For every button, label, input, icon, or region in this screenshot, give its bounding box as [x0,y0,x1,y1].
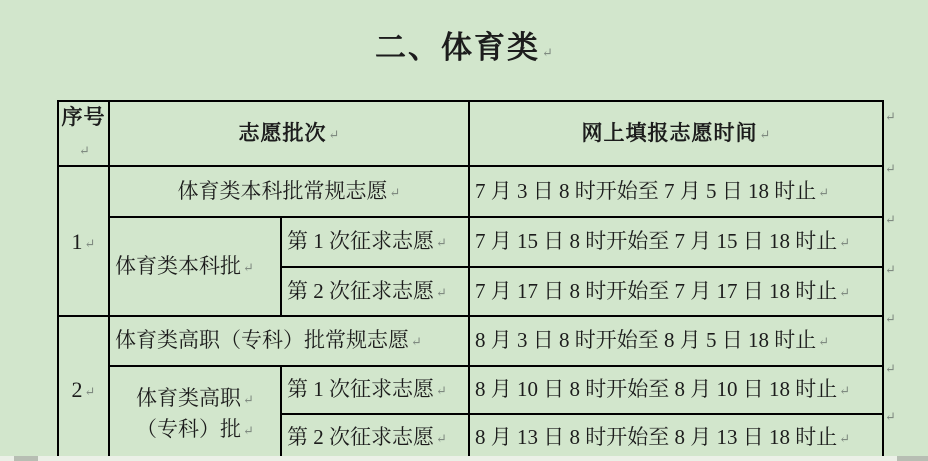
table-header-row [58,101,883,166]
return-mark-icon: ↵ [436,284,447,300]
time-cell[interactable] [469,217,883,267]
row-end-return-mark-icon: ↵ [885,311,896,326]
round-label: 第 2 次征求志愿 [287,425,434,450]
row-end-return-mark-icon: ↵ [885,262,896,277]
round-cell[interactable] [281,267,469,316]
seq-cell-1[interactable] [58,166,109,316]
time-cell[interactable] [469,166,883,217]
return-mark-icon: ↵ [839,431,851,447]
return-mark-icon: ↵ [436,431,447,447]
table-row [58,366,883,414]
round-label: 第 1 次征求志愿 [287,229,434,254]
return-mark-icon: ↵ [243,391,254,407]
header-time-label: 网上填报志愿时间 [581,120,758,145]
time-value: 8 月 3 日 8 时开始至 8 月 5 日 18 时止 [475,328,817,353]
return-mark-icon: ↵ [411,334,422,350]
header-seq-label: 序号 [61,105,106,129]
return-mark-icon: ↵ [839,235,851,251]
header-batch[interactable] [109,101,469,166]
row-end-return-mark-icon: ↵ [885,409,896,424]
batch-label: 体育类本科批常规志愿 [177,178,388,203]
round-cell[interactable] [281,366,469,414]
header-batch-label: 志愿批次 [238,120,327,145]
time-value: 7 月 17 日 8 时开始至 7 月 17 日 18 时止 [475,278,838,303]
page-title-text: 二、体育类 [375,30,541,65]
batch-label: 体育类高职（专科）批常规志愿 [115,328,409,353]
batch-group-cell-2[interactable] [109,366,281,461]
batch-group-label: 体育类本科批 ↵ [115,253,254,278]
time-value: 7 月 15 日 8 时开始至 7 月 15 日 18 时止 [475,229,838,254]
round-label: 第 2 次征求志愿 [287,278,434,303]
round-cell[interactable] [281,414,469,461]
row-end-return-mark-icon: ↵ [885,361,896,376]
return-mark-icon: ↵ [839,383,851,399]
return-mark-icon: ↵ [759,126,771,142]
return-mark-icon: ↵ [84,383,96,399]
page-title[interactable] [0,22,928,67]
scrollbar-right-thumb[interactable] [897,456,928,461]
header-seq[interactable] [58,101,109,166]
row-end-return-mark-icon: ↵ [885,109,896,124]
time-cell[interactable] [469,267,883,316]
return-mark-icon: ↵ [436,383,447,399]
table-row [58,217,883,267]
batch-cell-regular-1[interactable] [109,166,469,217]
return-mark-icon: ↵ [542,45,553,60]
return-mark-icon: ↵ [818,334,830,350]
batch-group-label-line: （专科）批 ↵ [136,417,254,441]
time-value: 7 月 3 日 8 时开始至 7 月 5 日 18 时止 [475,178,817,203]
return-mark-icon: ↵ [839,284,851,300]
batch-group-cell-1[interactable] [109,217,281,316]
return-mark-icon: ↵ [84,235,96,251]
time-cell[interactable] [469,414,883,461]
row-end-return-mark-icon: ↵ [885,212,896,227]
round-cell[interactable] [281,217,469,267]
time-value: 8 月 13 日 8 时开始至 8 月 13 日 18 时止 [475,425,838,450]
header-time[interactable] [469,101,883,166]
time-value: 8 月 10 日 8 时开始至 8 月 10 日 18 时止 [475,377,838,402]
batch-cell-regular-2[interactable] [109,316,469,366]
return-mark-icon: ↵ [243,423,254,438]
seq-cell-2[interactable] [58,316,109,461]
return-mark-icon: ↵ [389,184,401,200]
schedule-table [57,100,884,461]
time-cell[interactable] [469,366,883,414]
time-cell[interactable] [469,316,883,366]
return-mark-icon: ↵ [243,259,254,275]
batch-group-label-line: 体育类高职 ↵ [136,385,254,410]
seq-value: 2 [71,376,83,402]
table-row [58,316,883,366]
horizontal-scrollbar[interactable] [0,456,928,461]
return-mark-icon: ↵ [818,184,830,200]
return-mark-icon: ↵ [79,142,90,158]
return-mark-icon: ↵ [436,235,447,251]
return-mark-icon: ↵ [328,126,340,142]
row-end-return-mark-icon: ↵ [885,161,896,176]
table-row [58,166,883,217]
seq-value: 1 [71,228,83,254]
round-label: 第 1 次征求志愿 [287,377,434,402]
scrollbar-left-thumb[interactable] [14,456,38,461]
